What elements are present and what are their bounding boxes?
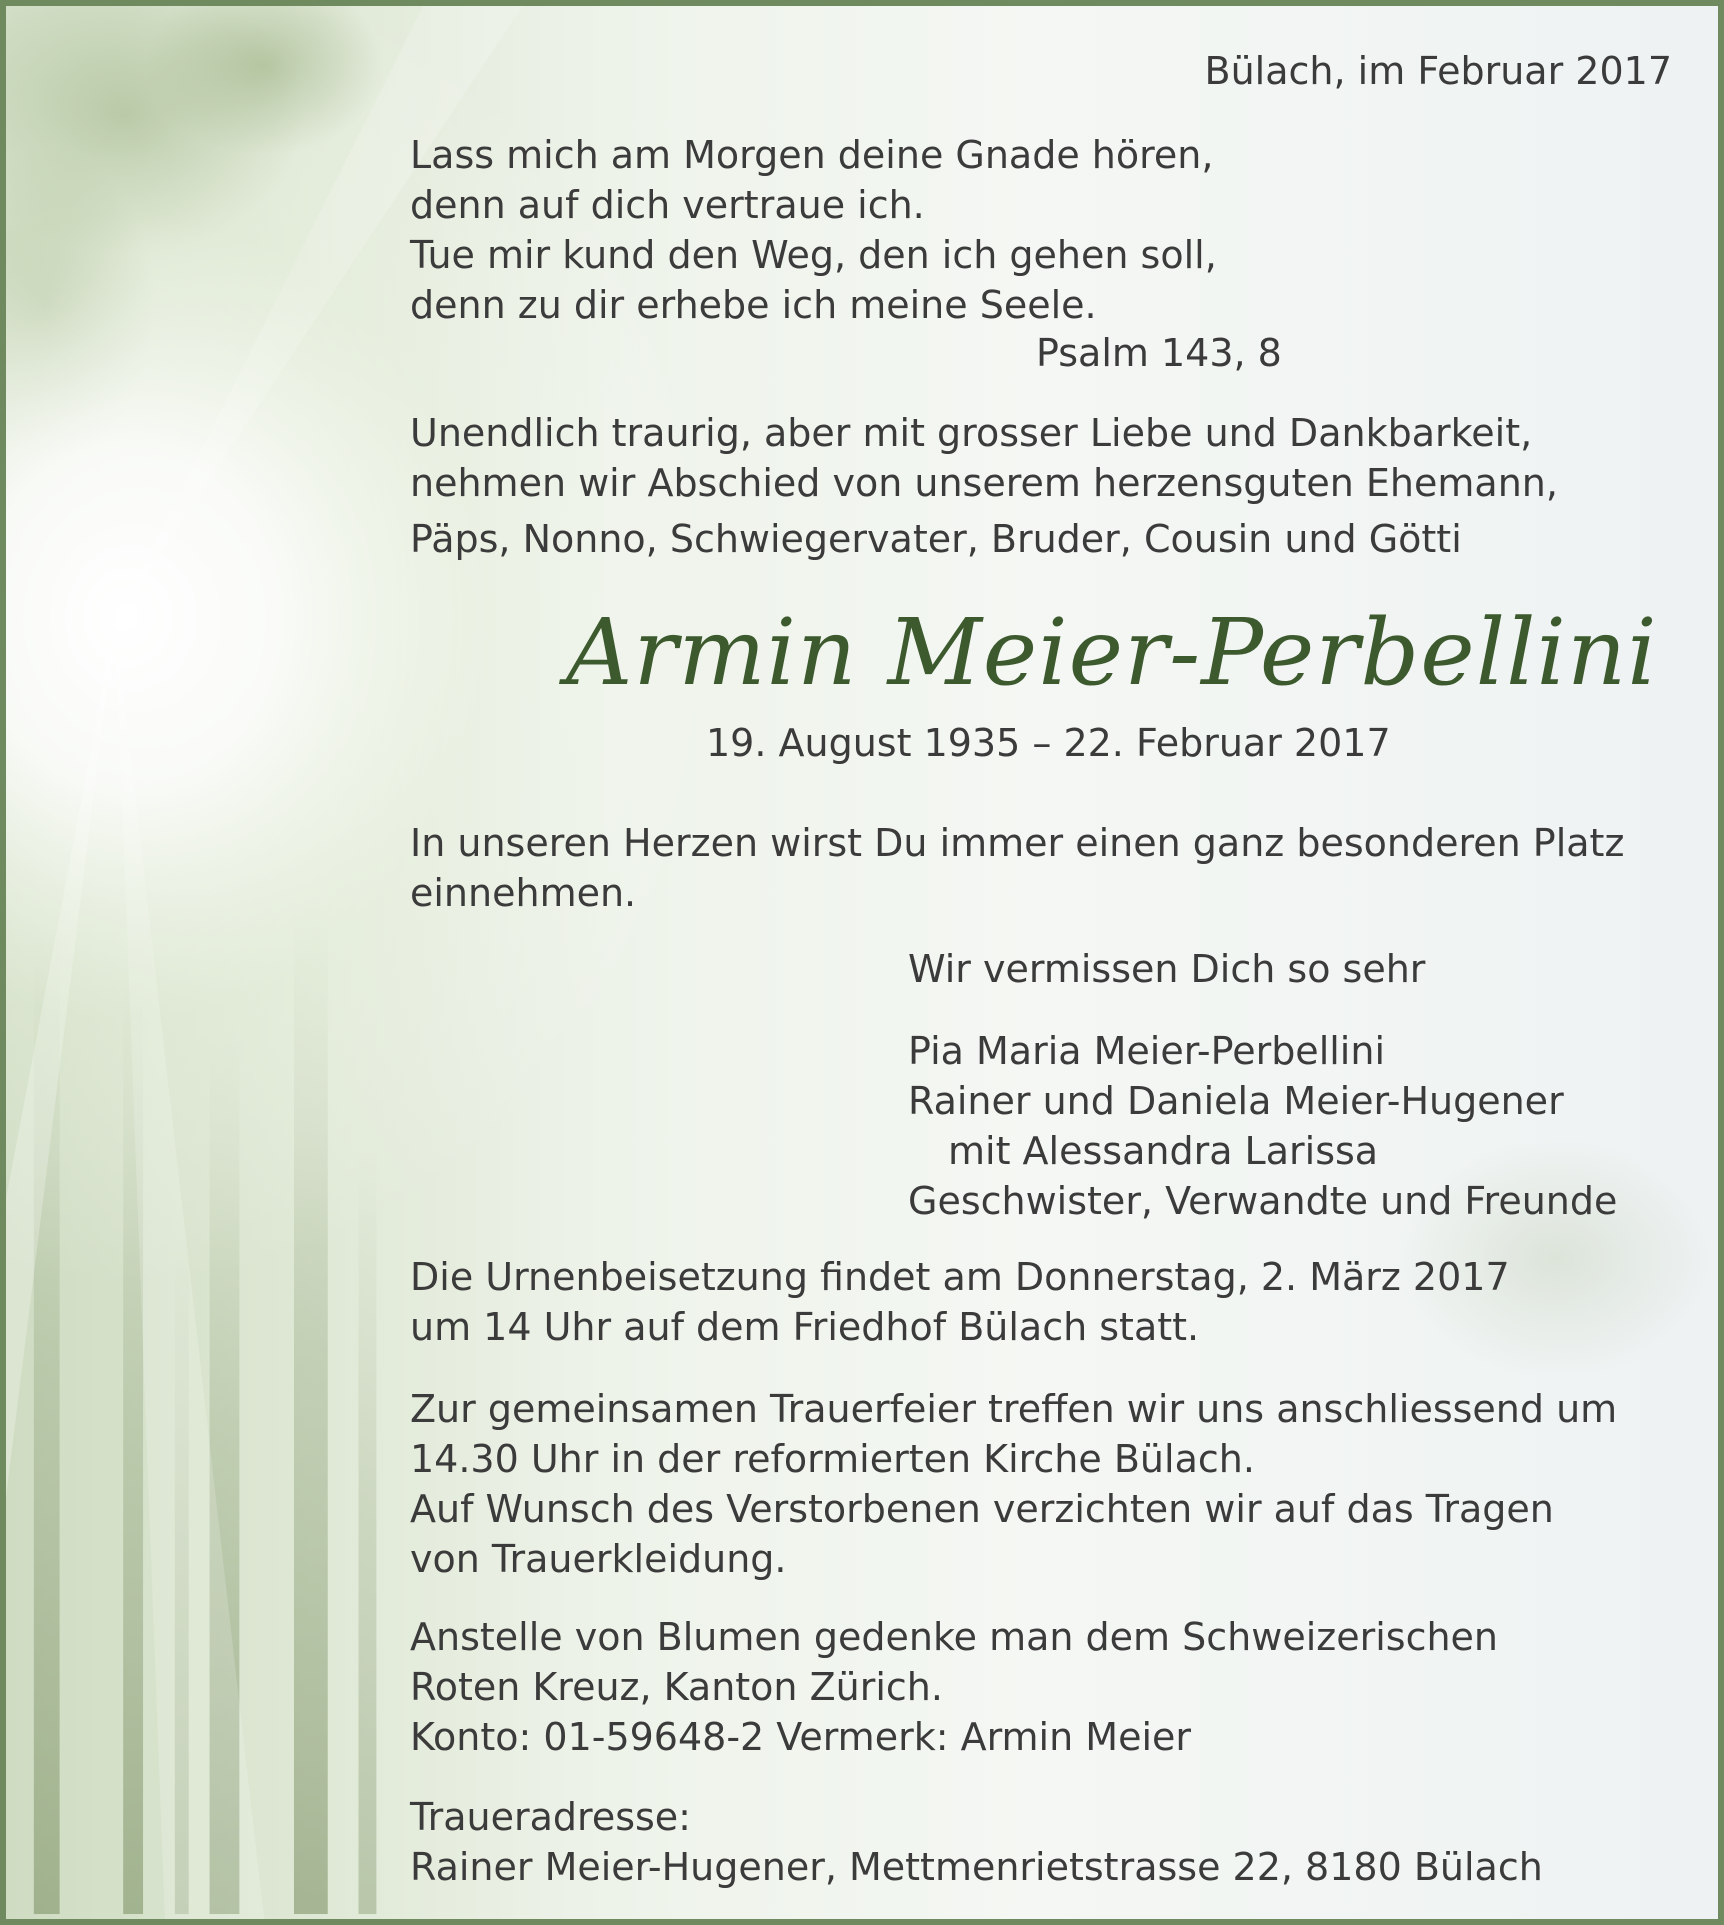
intro-line: nehmen wir Abschied von unserem herzensguten Ehemann, (410, 461, 1558, 505)
psalm-line: Tue mir kund den Weg, den ich gehen soll, (410, 233, 1217, 277)
ceremony-line: von Trauerkleidung. (410, 1537, 787, 1581)
intro-line: Päps, Nonno, Schwiegervater, Bruder, Cousin und Götti (410, 517, 1462, 561)
burial-paragraph (410, 1252, 1510, 1352)
intro-line: Unendlich traurig, aber mit grosser Liebe und Dankbarkeit, (410, 411, 1533, 455)
memory-paragraph (410, 818, 1624, 918)
psalm-line: denn auf dich vertraue ich. (410, 183, 925, 227)
mourners-list (908, 1026, 1617, 1226)
ceremony-paragraph (410, 1384, 1617, 1584)
ceremony-line: Zur gemeinsamen Trauerfeier treffen wir uns anschliessend um (410, 1387, 1618, 1431)
address-paragraph (410, 1792, 1543, 1892)
donation-paragraph (410, 1612, 1498, 1762)
psalm-line: denn zu dir erhebe ich meine Seele. (410, 283, 1097, 327)
life-dates: 19. August 1935 – 22. Februar 2017 (706, 721, 1391, 765)
place-date: Bülach, im Februar 2017 (1204, 49, 1672, 93)
mourner: Pia Maria Meier-Perbellini (908, 1029, 1386, 1073)
ceremony-line: 14.30 Uhr in der reformierten Kirche Bülach. (410, 1437, 1255, 1481)
intro-paragraph (410, 408, 1558, 564)
address-label: Traueradresse: (410, 1795, 691, 1839)
address-line: Rainer Meier-Hugener, Mettmenrietstrasse 22, 8180 Bülach (410, 1845, 1543, 1889)
ceremony-line: Auf Wunsch des Verstorbenen verzichten wir auf das Tragen (410, 1487, 1554, 1531)
memory-line: einnehmen. (410, 871, 637, 915)
mourner: Rainer und Daniela Meier-Hugener (908, 1079, 1564, 1123)
memory-line: In unseren Herzen wirst Du immer einen ganz besonderen Platz (410, 821, 1625, 865)
burial-line: um 14 Uhr auf dem Friedhof Bülach statt. (410, 1305, 1200, 1349)
donation-line: Roten Kreuz, Kanton Zürich. (410, 1665, 943, 1709)
donation-line: Anstelle von Blumen gedenke man dem Schweizerischen (410, 1615, 1499, 1659)
donation-line: Konto: 01-59648-2 Vermerk: Armin Meier (410, 1715, 1192, 1759)
deceased-name: Armin Meier-Perbellini (566, 599, 1658, 706)
burial-line: Die Urnenbeisetzung findet am Donnerstag, 2. März 2017 (410, 1255, 1510, 1299)
psalm-line: Lass mich am Morgen deine Gnade hören, (410, 133, 1214, 177)
mourner: Geschwister, Verwandte und Freunde (908, 1179, 1618, 1223)
miss-you-line: Wir vermissen Dich so sehr (908, 947, 1426, 991)
psalm-quote (410, 130, 1217, 330)
psalm-reference: Psalm 143, 8 (1036, 331, 1282, 375)
mourner: mit Alessandra Larissa (948, 1129, 1379, 1173)
